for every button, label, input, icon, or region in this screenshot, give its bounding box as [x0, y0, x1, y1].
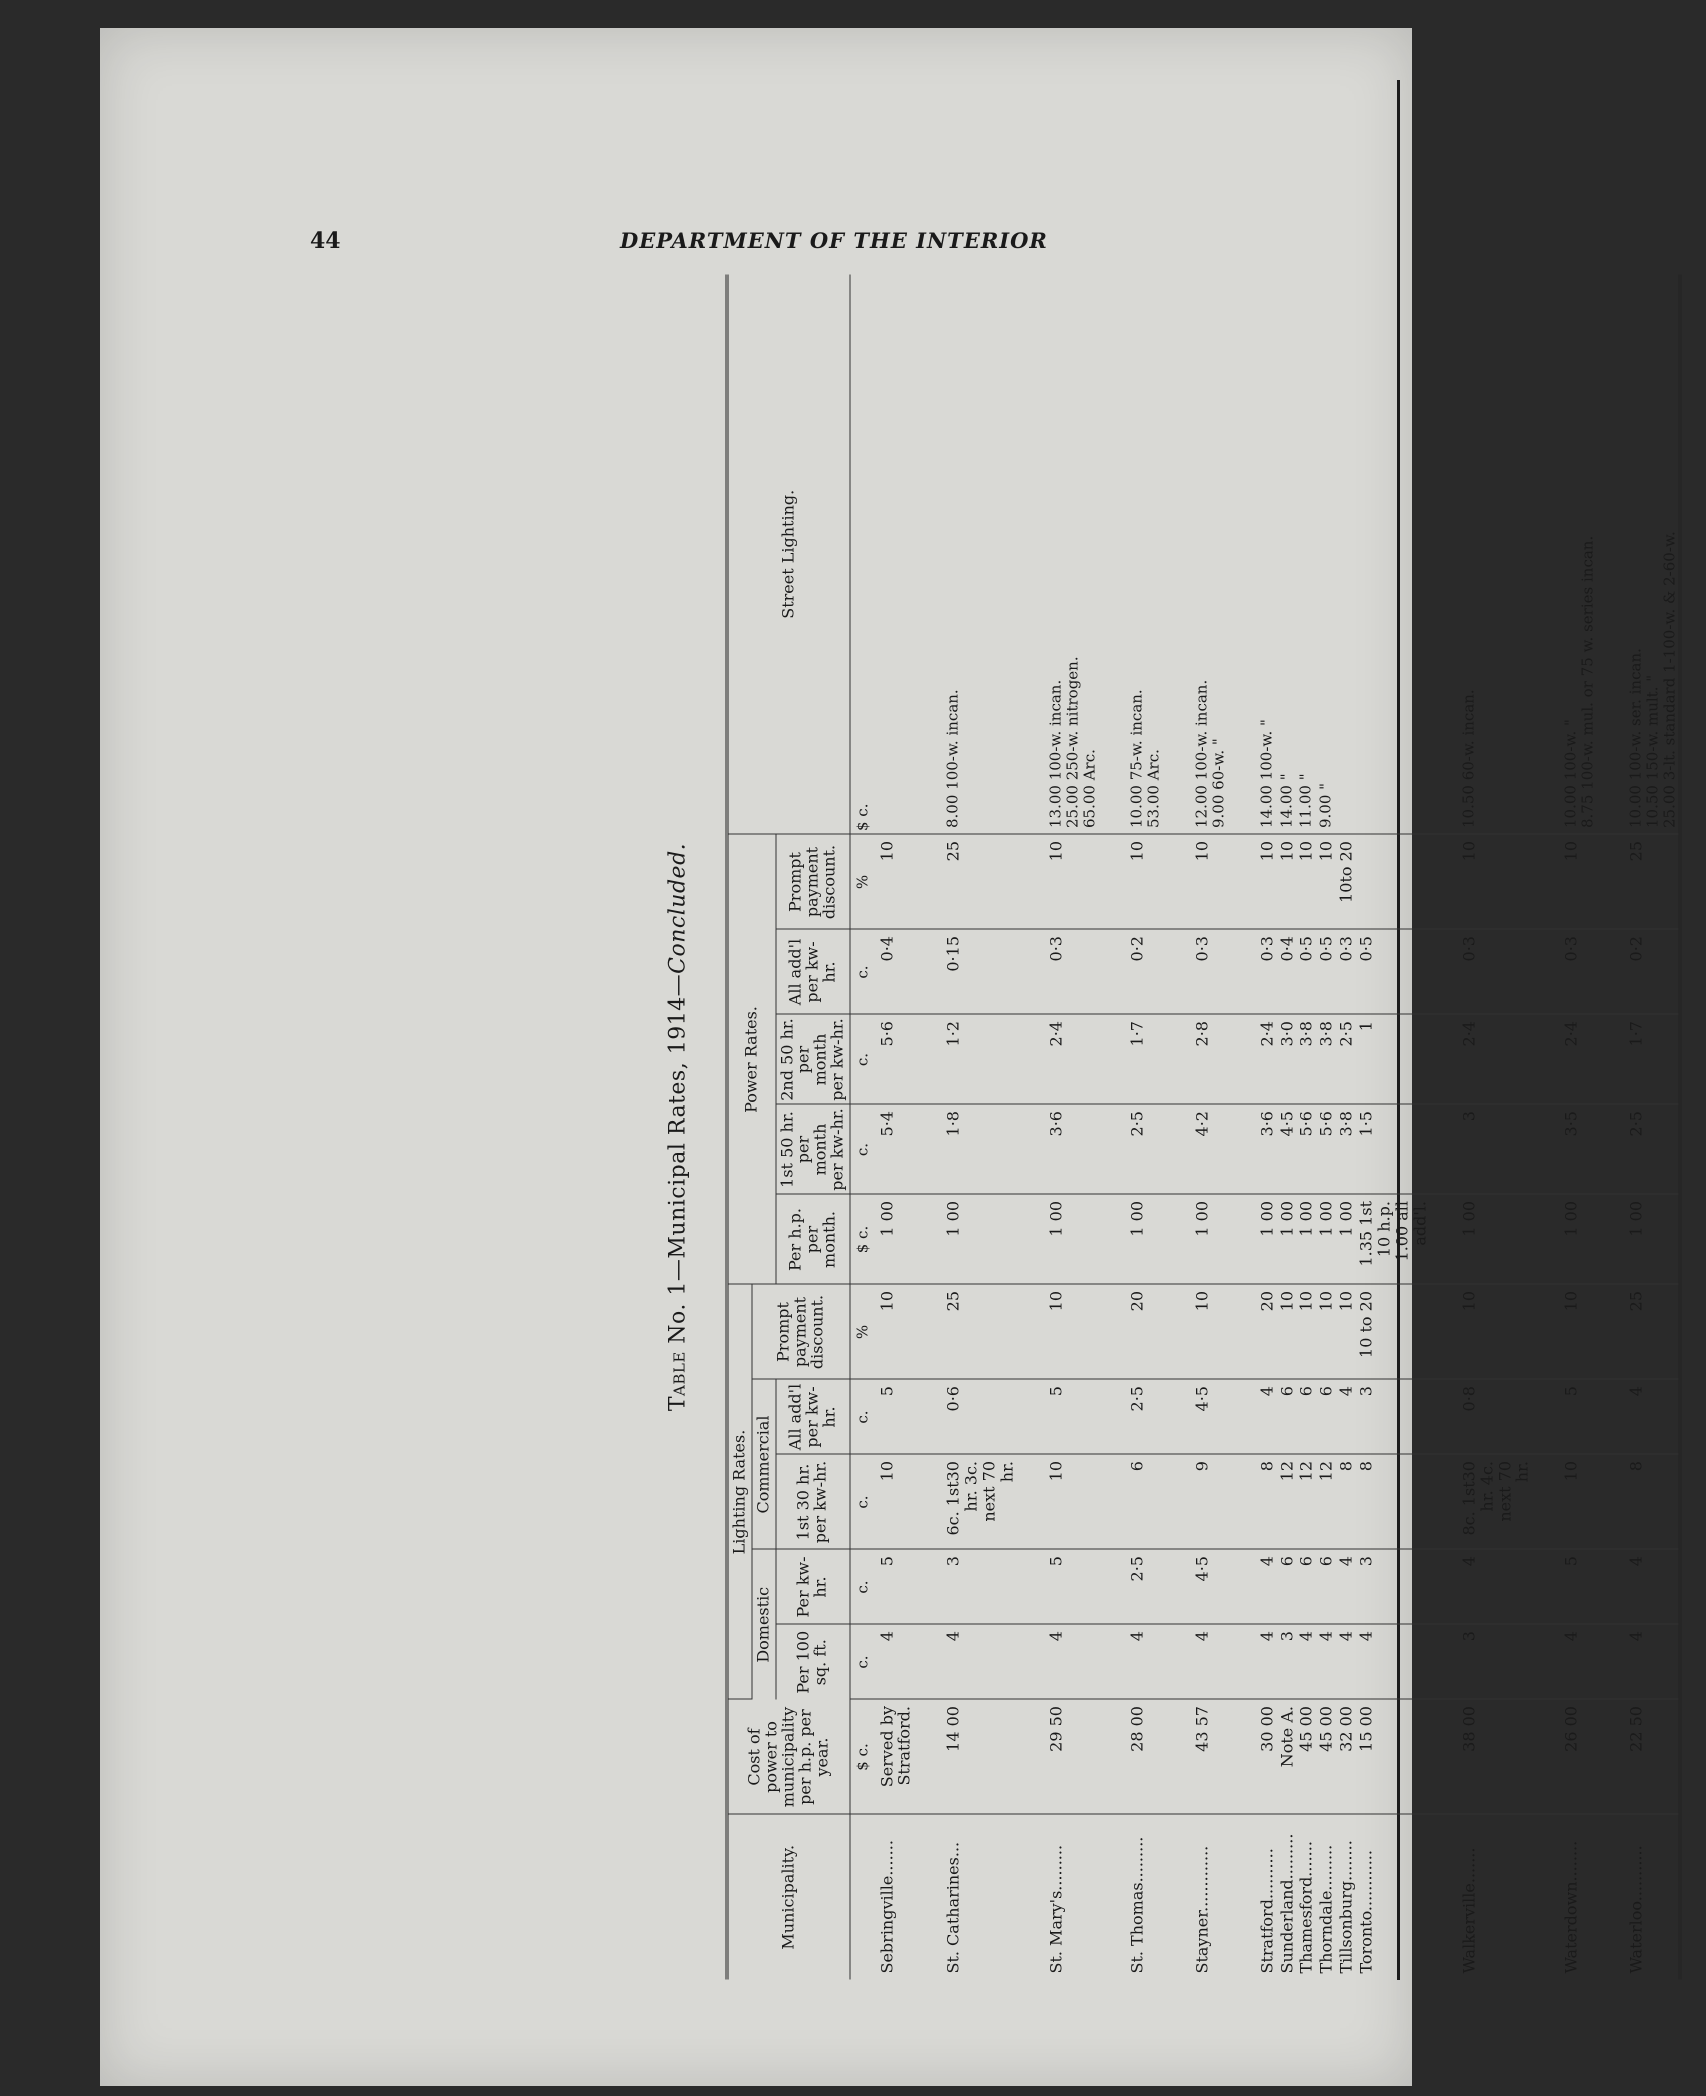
municipal-rates-table — [726, 275, 1682, 1980]
table-row — [915, 275, 1018, 1980]
cell-alladd: 4 — [1597, 1380, 1680, 1455]
cell-perkw: 6 — [1277, 1550, 1297, 1625]
unit-perkw: c. — [850, 1550, 877, 1625]
cell-name: Waterdown........ — [1561, 1840, 1581, 1974]
cell-alladdp: 0·5 — [1357, 930, 1431, 1015]
cell-street: 8.00 100-w. incan. — [915, 275, 1018, 835]
cell-street: 10.00 75-w. incan. 53.00 Arc. — [1099, 275, 1164, 835]
cell-per100: 3 — [1430, 1625, 1533, 1700]
cell-name: Sunderland......... — [1277, 1833, 1296, 1974]
cell-perhp: 1 00 — [1317, 1195, 1337, 1285]
cell-second50: 1·2 — [915, 1015, 1018, 1105]
cell-alladdp: 0·3 — [1533, 930, 1598, 1015]
cell-second50: 2·8 — [1164, 1015, 1229, 1105]
cell-prompt: 10 to 20 — [1357, 1285, 1431, 1380]
cell-alladd: 0·8 — [1430, 1380, 1533, 1455]
cell-perkw: 4 — [1430, 1550, 1533, 1625]
cell-second50: 3·0 — [1277, 1015, 1297, 1105]
cell-prompt: 10 — [1018, 1285, 1099, 1380]
cell-per100: 4 — [915, 1625, 1018, 1700]
cell-cost: 38 00 — [1430, 1700, 1533, 1815]
cell-per100: 4 — [1337, 1625, 1357, 1700]
cell-per100: 4 — [1533, 1625, 1598, 1700]
cell-cost: 29 50 — [1018, 1700, 1099, 1815]
cell-perhp: 1 00 — [1337, 1195, 1357, 1285]
header-first-30: 1st 30 hr. per kw-hr. — [776, 1455, 850, 1550]
cell-alladd: 6 — [1277, 1380, 1297, 1455]
unit-perhp: $ c. — [850, 1195, 877, 1285]
header-per-kw-hr: Per kw-hr. — [776, 1550, 850, 1625]
header-first-50: 1st 50 hr. per month per kw-hr. — [776, 1105, 850, 1195]
cell-prompt: 10 — [1317, 1285, 1337, 1380]
cell-perkw: 5 — [877, 1550, 915, 1625]
cell-second50: 5·6 — [877, 1015, 915, 1105]
cell-street: 13.00 100-w. incan. 25.00 250-w. nitrogen. 65.00 Arc. — [1018, 275, 1099, 835]
cell-name: Waterloo........... — [1626, 1845, 1646, 1974]
cell-alladdp: 0·5 — [1317, 930, 1337, 1015]
cell-cost: 32 00 — [1337, 1700, 1357, 1815]
unit-prompt: % — [850, 1285, 877, 1380]
cell-per100: 4 — [1597, 1625, 1680, 1700]
cell-first50: 4·2 — [1164, 1105, 1229, 1195]
cell-first30: 12 — [1317, 1455, 1337, 1550]
cell-promptp: 10 — [1430, 835, 1533, 930]
cell-per100: 4 — [1317, 1625, 1337, 1700]
header-municipality: Municipality. — [727, 1815, 850, 1980]
caption-concluded: Concluded. — [665, 842, 691, 974]
units-row — [850, 275, 877, 1980]
cell-alladd: 6 — [1297, 1380, 1317, 1455]
table-row — [1297, 275, 1317, 1980]
cell-prompt: 10 — [1164, 1285, 1229, 1380]
table-row — [1317, 275, 1337, 1980]
unit-first50: c. — [850, 1105, 877, 1195]
cell-street: 11.00 " — [1297, 275, 1317, 835]
header-power-rates: Power Rates. — [727, 835, 776, 1285]
table-row — [1228, 275, 1277, 1980]
table-row — [1533, 275, 1598, 1980]
cell-alladdp: 0·4 — [877, 930, 915, 1015]
cell-alladdp: 0·3 — [1228, 930, 1277, 1015]
cell-perhp: 1 00 — [1430, 1195, 1533, 1285]
cell-name: St. Catharines... — [943, 1841, 963, 1974]
cell-alladd: 4 — [1228, 1380, 1277, 1455]
cell-second50: 3·8 — [1297, 1015, 1317, 1105]
cell-prompt: 20 — [1228, 1285, 1277, 1380]
cell-promptp: 25 — [915, 835, 1018, 930]
cell-alladdp: 0·2 — [1099, 930, 1164, 1015]
cell-alladd: 4 — [1337, 1380, 1357, 1455]
cell-perhp: 1 00 — [1277, 1195, 1297, 1285]
cell-perkw: 6 — [1297, 1550, 1317, 1625]
cell-second50: 2·5 — [1337, 1015, 1357, 1105]
cell-cost: 30 00 — [1228, 1700, 1277, 1815]
cell-promptp: 10 — [1297, 835, 1317, 930]
cell-first50: 5·6 — [1297, 1105, 1317, 1195]
cell-perkw: 4 — [1228, 1550, 1277, 1625]
table-caption — [666, 275, 691, 1980]
cell-per100: 4 — [877, 1625, 915, 1700]
running-head: DEPARTMENT OF THE INTERIOR — [620, 228, 1048, 253]
cell-perkw: 4·5 — [1164, 1550, 1229, 1625]
cell-first30: 9 — [1164, 1455, 1229, 1550]
cell-alladd: 5 — [1533, 1380, 1598, 1455]
cell-per100: 4 — [1228, 1625, 1277, 1700]
cell-cost: 28 00 — [1099, 1700, 1164, 1815]
header-per-hp-month: Per h.p. per month. — [776, 1195, 850, 1285]
cell-first50: 3·6 — [1018, 1105, 1099, 1195]
cell-first30: 10 — [877, 1455, 915, 1550]
cell-prompt: 25 — [1597, 1285, 1680, 1380]
cell-perhp: 1 00 — [1099, 1195, 1164, 1285]
cell-prompt: 10 — [1297, 1285, 1317, 1380]
cell-perhp: 1.35 1st 10 h.p. 1.00 all add'l. — [1357, 1195, 1431, 1285]
cell-promptp: 10 — [1277, 835, 1297, 930]
cell-name: St. Thomas......... — [1127, 1836, 1147, 1974]
unit-alladd: c. — [850, 1380, 877, 1455]
header-lighting-rates: Lighting Rates. — [727, 1285, 752, 1700]
cell-perkw: 3 — [915, 1550, 1018, 1625]
header-per-100-sq-ft: Per 100 sq. ft. — [776, 1625, 850, 1700]
cell-per100: 4 — [1357, 1625, 1431, 1700]
header-second-50: 2nd 50 hr. per month per kw-hr. — [776, 1015, 850, 1105]
cell-first30: 6 — [1099, 1455, 1164, 1550]
table-row — [1164, 275, 1229, 1980]
cell-street — [1337, 275, 1357, 835]
cell-first50: 4·5 — [1277, 1105, 1297, 1195]
cell-alladd: 6 — [1317, 1380, 1337, 1455]
header-cost: Cost of power to municipality per h.p. per year. — [727, 1700, 850, 1815]
cell-promptp: 10 — [1099, 835, 1164, 930]
cell-street: 14.00 100-w. " — [1228, 275, 1277, 835]
cell-first30: 10 — [1533, 1455, 1598, 1550]
cell-per100: 4 — [1018, 1625, 1099, 1700]
cell-name: Sebringville....... — [877, 1840, 897, 1974]
cell-cost: 45 00 — [1317, 1700, 1337, 1815]
cell-perkw: 3 — [1357, 1550, 1431, 1625]
cell-per100: 4 — [1164, 1625, 1229, 1700]
cell-perhp: 1 00 — [877, 1195, 915, 1285]
table-row — [1357, 275, 1431, 1980]
table-row — [1337, 275, 1357, 1980]
cell-perhp: 1 00 — [1228, 1195, 1277, 1285]
cell-promptp — [1357, 835, 1431, 930]
cell-prompt: 10 — [877, 1285, 915, 1380]
cell-first50: 3·5 — [1533, 1105, 1598, 1195]
cell-perkw: 4 — [1337, 1550, 1357, 1625]
cell-first30: 8 — [1357, 1455, 1431, 1550]
cell-street: 10.00 100-w. ser. incan. 10.50 150-w. mult. " 25.00 3-lt. standard 1-100-w. & 2-60-w. — [1597, 275, 1680, 835]
unit-cost: $ c. — [850, 1700, 877, 1815]
cell-name: Toronto............ — [1356, 1850, 1376, 1974]
cell-name: Stratford.......... — [1257, 1848, 1277, 1974]
cell-street — [1357, 275, 1431, 835]
cell-alladdp: 0·5 — [1297, 930, 1317, 1015]
cell-alladdp: 0·2 — [1597, 930, 1680, 1015]
cell-first30: 12 — [1277, 1455, 1297, 1550]
cell-prompt: 25 — [915, 1285, 1018, 1380]
cell-first50: 3·8 — [1337, 1105, 1357, 1195]
cell-promptp: 10 — [877, 835, 915, 930]
cell-first50: 1·8 — [915, 1105, 1018, 1195]
cell-alladd: 5 — [877, 1380, 915, 1455]
cell-street — [877, 275, 915, 835]
cell-cost: Served by Stratford. — [877, 1700, 915, 1815]
cell-first50: 2·5 — [1099, 1105, 1164, 1195]
cell-alladdp: 0·4 — [1277, 930, 1297, 1015]
cell-first50: 3·6 — [1228, 1105, 1277, 1195]
header-street-lighting: Street Lighting. — [727, 275, 850, 835]
cell-second50: 2·4 — [1228, 1015, 1277, 1105]
table-row — [877, 275, 915, 1980]
cell-second50: 2·4 — [1533, 1015, 1598, 1105]
cell-cost: Note A. — [1277, 1700, 1297, 1815]
cell-alladdp: 0·3 — [1430, 930, 1533, 1015]
cell-promptp: 10 — [1164, 835, 1229, 930]
cell-name: Stayner............. — [1192, 1845, 1212, 1974]
cell-perkw: 5 — [1018, 1550, 1099, 1625]
cell-cost: 14 00 — [915, 1700, 1018, 1815]
cell-prompt: 20 — [1099, 1285, 1164, 1380]
table-row — [1099, 275, 1164, 1980]
cell-alladdp: 0·3 — [1164, 930, 1229, 1015]
cell-perkw: 4 — [1597, 1550, 1680, 1625]
cell-name: Tillsonburg........ — [1336, 1840, 1356, 1974]
cell-street: 14.00 " — [1277, 275, 1297, 835]
table-row — [1018, 275, 1099, 1980]
cell-promptp: 10 — [1228, 835, 1277, 930]
cell-first30: 8 — [1597, 1455, 1680, 1550]
cell-per100: 3 — [1277, 1625, 1297, 1700]
unit-second50: c. — [850, 1015, 877, 1105]
cell-alladdp: 0·3 — [1337, 930, 1357, 1015]
header-prompt-light: Prompt payment discount. — [752, 1285, 850, 1380]
cell-prompt: 10 — [1337, 1285, 1357, 1380]
cell-second50: 1·7 — [1597, 1015, 1680, 1105]
cell-name: Thorndale......... — [1316, 1844, 1336, 1974]
cell-street: 12.00 100-w. incan. 9.00 60-w. " — [1164, 275, 1229, 835]
cell-promptp: 10 — [1533, 835, 1598, 930]
cell-first30: 6c. 1st30 hr. 3c. next 70 hr. — [915, 1455, 1018, 1550]
cell-perhp: 1 00 — [915, 1195, 1018, 1285]
cell-promptp: 25 — [1597, 835, 1680, 930]
unit-promptp: % — [850, 835, 877, 930]
cell-alladdp: 0·3 — [1018, 930, 1099, 1015]
table-row — [1597, 275, 1680, 1980]
rotated-table-region — [666, 275, 1706, 1980]
cell-promptp: 10 — [1317, 835, 1337, 930]
cell-first30: 10 — [1018, 1455, 1099, 1550]
cell-perhp: 1 00 — [1297, 1195, 1317, 1285]
unit-alladdp: c. — [850, 930, 877, 1015]
cell-second50: 3·8 — [1317, 1015, 1337, 1105]
cell-perhp: 1 00 — [1533, 1195, 1598, 1285]
header-commercial: Commercial — [752, 1380, 776, 1550]
cell-promptp: 10to 20 — [1337, 835, 1357, 930]
cell-name: Thamesford....... — [1296, 1841, 1316, 1974]
cell-prompt: 10 — [1430, 1285, 1533, 1380]
cell-per100: 4 — [1297, 1625, 1317, 1700]
cell-second50: 2·4 — [1430, 1015, 1533, 1105]
cell-name: St. Mary's......... — [1046, 1844, 1066, 1974]
cell-second50: 1·7 — [1099, 1015, 1164, 1105]
cell-perhp: 1 00 — [1018, 1195, 1099, 1285]
cell-alladd: 5 — [1018, 1380, 1099, 1455]
header-all-addl-power: All add'l per kw-hr. — [776, 930, 850, 1015]
cell-first30: 8 — [1228, 1455, 1277, 1550]
table-row — [1277, 275, 1297, 1980]
cell-cost: 45 00 — [1297, 1700, 1317, 1815]
cell-first30: 8 — [1337, 1455, 1357, 1550]
cell-cost: 43 57 — [1164, 1700, 1229, 1815]
unit-per100: c. — [850, 1625, 877, 1700]
cell-first50: 5·4 — [877, 1105, 915, 1195]
cell-alladd: 0·6 — [915, 1380, 1018, 1455]
table-row — [1430, 275, 1533, 1980]
cell-second50: 1 — [1357, 1015, 1431, 1105]
cell-first30: 8c. 1st30 hr. 4c. next 70 hr. — [1430, 1455, 1533, 1550]
cell-perkw: 2·5 — [1099, 1550, 1164, 1625]
caption-table-word: Table — [665, 1351, 691, 1412]
cell-street: 9.00 " — [1317, 275, 1337, 835]
cell-alladd: 4·5 — [1164, 1380, 1229, 1455]
cell-cost: 15 00 — [1357, 1700, 1431, 1815]
cell-promptp: 10 — [1018, 835, 1099, 930]
cell-first50: 1·5 — [1357, 1105, 1431, 1195]
cell-prompt: 10 — [1533, 1285, 1598, 1380]
cell-first50: 3 — [1430, 1105, 1533, 1195]
cell-prompt: 10 — [1277, 1285, 1297, 1380]
page-number: 44 — [310, 228, 341, 254]
header-prompt-power: Prompt payment discount. — [776, 835, 850, 930]
cell-second50: 2·4 — [1018, 1015, 1099, 1105]
cell-perhp: 1 00 — [1164, 1195, 1229, 1285]
cell-per100: 4 — [1099, 1625, 1164, 1700]
cell-perkw: 5 — [1533, 1550, 1598, 1625]
cell-name: Walkerville....... — [1459, 1847, 1479, 1974]
header-domestic: Domestic — [752, 1550, 776, 1700]
cell-street: 10.50 60-w. incan. — [1430, 275, 1533, 835]
cell-cost: 26 00 — [1533, 1700, 1598, 1815]
cell-alladd: 2·5 — [1099, 1380, 1164, 1455]
unit-first30: c. — [850, 1455, 877, 1550]
header-all-addl-light: All add'l per kw-hr. — [776, 1380, 850, 1455]
caption-title: No. 1—Municipal Rates, 1914— — [665, 973, 691, 1344]
cell-alladd: 3 — [1357, 1380, 1431, 1455]
cell-alladdp: 0·15 — [915, 930, 1018, 1015]
cell-first30: 12 — [1297, 1455, 1317, 1550]
cell-cost: 22 50 — [1597, 1700, 1680, 1815]
cell-perhp: 1 00 — [1597, 1195, 1680, 1285]
unit-street: $ c. — [850, 275, 877, 835]
cell-first50: 5·6 — [1317, 1105, 1337, 1195]
cell-first50: 2·5 — [1597, 1105, 1680, 1195]
cell-perkw: 6 — [1317, 1550, 1337, 1625]
cell-street: 10.00 100-w. " 8.75 100-w. mul. or 75 w. series incan. — [1533, 275, 1598, 835]
